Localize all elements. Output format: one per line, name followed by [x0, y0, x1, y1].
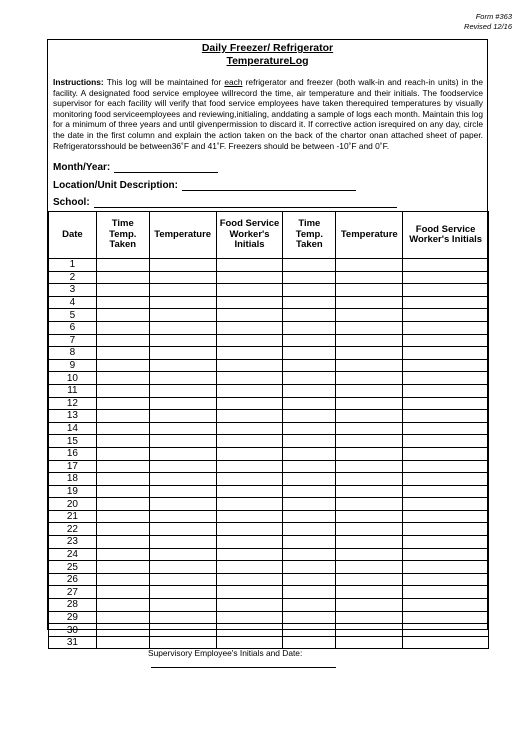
- table-body: [49, 259, 489, 649]
- time-cell[interactable]: [283, 284, 336, 297]
- time-cell[interactable]: [283, 347, 336, 360]
- table-row: [49, 447, 489, 460]
- instructions-text-2: refrigerator and freezer (both walk-in and reach-in units) in the facility. A designated food service employee willrecord the time, air temperature and their initials. The foodservice supervisor for each facility will verify that food service employees have taken therequired temperatures by visually monitoring food serviceemployees and reviewing,initialing, anddating a sample of logs each month. Maintain this log for a minimum of three years and until givenpermission to discard it. If corrective action isrequired on any day, circle the date in the first column and explain the action taken on the back of the chartor onan attached sheet of paper. Refrigeratorsshould be between36˚F and 41˚F. Freezers should be between -10˚F and 0˚F.: [53, 77, 483, 151]
- header-time-2: Time Temp. Taken: [283, 212, 336, 259]
- supervisor-label: Supervisory Employee's Initials and Date:: [148, 648, 303, 658]
- initials-cell[interactable]: [403, 334, 489, 347]
- time-cell[interactable]: [283, 321, 336, 334]
- table-row: [49, 485, 489, 498]
- initials-cell[interactable]: [403, 473, 489, 486]
- initials-cell[interactable]: [216, 624, 283, 637]
- initials-cell[interactable]: [403, 498, 489, 511]
- time-cell[interactable]: [283, 624, 336, 637]
- table-row: [49, 384, 489, 397]
- table-row: [49, 321, 489, 334]
- date-cell: 21: [49, 510, 97, 523]
- initials-cell[interactable]: [403, 435, 489, 448]
- time-cell[interactable]: [283, 435, 336, 448]
- table-row: [49, 422, 489, 435]
- time-cell[interactable]: [283, 586, 336, 599]
- temperature-cell[interactable]: [336, 435, 403, 448]
- time-cell[interactable]: [96, 384, 149, 397]
- time-cell[interactable]: [96, 510, 149, 523]
- date-cell: 1: [49, 259, 97, 272]
- table-row: [49, 561, 489, 574]
- initials-cell[interactable]: [216, 561, 283, 574]
- initials-cell[interactable]: [216, 573, 283, 586]
- date-cell: 14: [49, 422, 97, 435]
- temperature-cell[interactable]: [149, 498, 216, 511]
- date-cell: 31: [49, 636, 97, 649]
- time-cell[interactable]: [283, 536, 336, 549]
- table-row: [49, 510, 489, 523]
- initials-cell[interactable]: [403, 536, 489, 549]
- table-row: [49, 599, 489, 612]
- time-cell[interactable]: [96, 599, 149, 612]
- temperature-cell[interactable]: [336, 460, 403, 473]
- time-cell[interactable]: [96, 624, 149, 637]
- temperature-cell[interactable]: [336, 296, 403, 309]
- table-row: [49, 347, 489, 360]
- title-line-1: Daily Freezer/ Refrigerator: [201, 42, 334, 54]
- header-initials-2: Food Service Worker's Initials: [403, 212, 489, 259]
- temperature-cell[interactable]: [149, 536, 216, 549]
- temperature-cell[interactable]: [149, 284, 216, 297]
- initials-cell[interactable]: [403, 422, 489, 435]
- temperature-cell[interactable]: [336, 347, 403, 360]
- temperature-cell[interactable]: [149, 599, 216, 612]
- temperature-cell[interactable]: [336, 611, 403, 624]
- temperature-cell[interactable]: [336, 624, 403, 637]
- initials-cell[interactable]: [216, 447, 283, 460]
- header-time-1: Time Temp. Taken: [96, 212, 149, 259]
- temperature-cell[interactable]: [149, 473, 216, 486]
- time-cell[interactable]: [283, 372, 336, 385]
- time-cell[interactable]: [96, 536, 149, 549]
- temperature-cell[interactable]: [149, 309, 216, 322]
- temperature-cell[interactable]: [149, 435, 216, 448]
- table-row: [49, 498, 489, 511]
- time-cell[interactable]: [96, 523, 149, 536]
- table-row: [49, 397, 489, 410]
- month-year-label: Month/Year:: [53, 162, 111, 173]
- initials-cell[interactable]: [403, 624, 489, 637]
- date-cell: 20: [49, 498, 97, 511]
- date-cell: 2: [49, 271, 97, 284]
- date-cell: 25: [49, 561, 97, 574]
- initials-cell[interactable]: [403, 372, 489, 385]
- date-cell: 4: [49, 296, 97, 309]
- initials-cell[interactable]: [403, 397, 489, 410]
- form-number: [464, 12, 512, 32]
- temperature-cell[interactable]: [149, 334, 216, 347]
- initials-cell[interactable]: [216, 334, 283, 347]
- date-cell: 29: [49, 611, 97, 624]
- date-cell: 27: [49, 586, 97, 599]
- temperature-cell[interactable]: [336, 548, 403, 561]
- initials-cell[interactable]: [403, 561, 489, 574]
- page-title: [48, 42, 487, 68]
- initials-cell[interactable]: [216, 309, 283, 322]
- school-line-2[interactable]: [330, 197, 397, 208]
- initials-cell[interactable]: [403, 510, 489, 523]
- temperature-cell[interactable]: [336, 321, 403, 334]
- temperature-cell[interactable]: [149, 460, 216, 473]
- temperature-cell[interactable]: [336, 384, 403, 397]
- school-label: School:: [53, 197, 90, 208]
- temperature-cell[interactable]: [149, 485, 216, 498]
- time-cell[interactable]: [96, 636, 149, 649]
- date-cell: 8: [49, 347, 97, 360]
- initials-cell[interactable]: [216, 473, 283, 486]
- time-cell[interactable]: [96, 485, 149, 498]
- time-cell[interactable]: [283, 422, 336, 435]
- time-cell[interactable]: [96, 347, 149, 360]
- initials-cell[interactable]: [403, 384, 489, 397]
- initials-cell[interactable]: [216, 359, 283, 372]
- date-cell: 26: [49, 573, 97, 586]
- initials-cell[interactable]: [403, 611, 489, 624]
- initials-cell[interactable]: [403, 460, 489, 473]
- school-field[interactable]: [53, 197, 397, 208]
- table-row: [49, 259, 489, 272]
- temperature-cell[interactable]: [336, 523, 403, 536]
- time-cell[interactable]: [96, 359, 149, 372]
- temperature-cell[interactable]: [336, 259, 403, 272]
- table-row: [49, 271, 489, 284]
- temperature-cell[interactable]: [336, 536, 403, 549]
- initials-cell[interactable]: [216, 271, 283, 284]
- time-cell[interactable]: [96, 271, 149, 284]
- initials-cell[interactable]: [403, 271, 489, 284]
- temperature-cell[interactable]: [149, 359, 216, 372]
- initials-cell[interactable]: [403, 359, 489, 372]
- time-cell[interactable]: [283, 561, 336, 574]
- temperature-cell[interactable]: [336, 498, 403, 511]
- initials-cell[interactable]: [403, 296, 489, 309]
- initials-cell[interactable]: [216, 284, 283, 297]
- time-cell[interactable]: [96, 410, 149, 423]
- time-cell[interactable]: [96, 334, 149, 347]
- temperature-cell[interactable]: [149, 321, 216, 334]
- temperature-cell[interactable]: [149, 510, 216, 523]
- date-cell: 17: [49, 460, 97, 473]
- temperature-cell[interactable]: [336, 573, 403, 586]
- temperature-cell[interactable]: [336, 284, 403, 297]
- initials-cell[interactable]: [216, 498, 283, 511]
- date-cell: 5: [49, 309, 97, 322]
- initials-cell[interactable]: [216, 510, 283, 523]
- log-form: [47, 39, 488, 658]
- table-row: [49, 372, 489, 385]
- initials-cell[interactable]: [216, 422, 283, 435]
- location-line-2[interactable]: [282, 180, 356, 191]
- temperature-cell[interactable]: [149, 586, 216, 599]
- initials-cell[interactable]: [216, 536, 283, 549]
- time-cell[interactable]: [96, 321, 149, 334]
- temperature-cell[interactable]: [336, 334, 403, 347]
- initials-cell[interactable]: [403, 321, 489, 334]
- date-cell: 19: [49, 485, 97, 498]
- date-cell: 7: [49, 334, 97, 347]
- time-cell[interactable]: [283, 384, 336, 397]
- location-label: Location/Unit Description:: [53, 180, 178, 191]
- table-row: [49, 296, 489, 309]
- temperature-cell[interactable]: [149, 573, 216, 586]
- time-cell[interactable]: [96, 447, 149, 460]
- temperature-cell[interactable]: [149, 611, 216, 624]
- initials-cell[interactable]: [403, 309, 489, 322]
- table-row: [49, 473, 489, 486]
- temperature-cell[interactable]: [336, 410, 403, 423]
- form-number-text: Form #363: [475, 12, 512, 21]
- initials-cell[interactable]: [216, 485, 283, 498]
- time-cell[interactable]: [283, 271, 336, 284]
- time-cell[interactable]: [283, 460, 336, 473]
- temperature-cell[interactable]: [149, 523, 216, 536]
- location-line[interactable]: [182, 180, 282, 191]
- date-cell: 3: [49, 284, 97, 297]
- temperature-cell[interactable]: [336, 397, 403, 410]
- time-cell[interactable]: [283, 410, 336, 423]
- initials-cell[interactable]: [216, 523, 283, 536]
- initials-cell[interactable]: [403, 599, 489, 612]
- table-row: [49, 611, 489, 624]
- time-cell[interactable]: [96, 372, 149, 385]
- time-cell[interactable]: [283, 599, 336, 612]
- time-cell[interactable]: [283, 397, 336, 410]
- time-cell[interactable]: [96, 296, 149, 309]
- time-cell[interactable]: [283, 523, 336, 536]
- supervisor-line[interactable]: [151, 659, 336, 668]
- temperature-cell[interactable]: [336, 422, 403, 435]
- initials-cell[interactable]: [216, 410, 283, 423]
- time-cell[interactable]: [283, 498, 336, 511]
- location-field[interactable]: [53, 180, 356, 191]
- table-row: [49, 624, 489, 637]
- time-cell[interactable]: [96, 548, 149, 561]
- temperature-cell[interactable]: [336, 510, 403, 523]
- instructions-label: Instructions:: [53, 77, 104, 87]
- time-cell[interactable]: [283, 259, 336, 272]
- month-year-line[interactable]: [114, 162, 218, 173]
- header-temperature-2: Temperature: [336, 212, 403, 259]
- initials-cell[interactable]: [403, 447, 489, 460]
- time-cell[interactable]: [283, 611, 336, 624]
- temperature-cell[interactable]: [149, 548, 216, 561]
- date-cell: 16: [49, 447, 97, 460]
- temperature-cell[interactable]: [336, 447, 403, 460]
- time-cell[interactable]: [96, 473, 149, 486]
- instructions-text-1: This log will be maintained for: [103, 77, 225, 87]
- temperature-cell[interactable]: [149, 372, 216, 385]
- time-cell[interactable]: [96, 435, 149, 448]
- time-cell[interactable]: [283, 334, 336, 347]
- temperature-cell[interactable]: [336, 599, 403, 612]
- initials-cell[interactable]: [403, 259, 489, 272]
- time-cell[interactable]: [96, 611, 149, 624]
- initials-cell[interactable]: [216, 435, 283, 448]
- header-temperature-1: Temperature: [149, 212, 216, 259]
- title-line-2: TemperatureLog: [226, 55, 309, 67]
- table-row: [49, 586, 489, 599]
- time-cell[interactable]: [96, 586, 149, 599]
- table-row: [49, 284, 489, 297]
- initials-cell[interactable]: [216, 599, 283, 612]
- date-cell: 24: [49, 548, 97, 561]
- initials-cell[interactable]: [403, 284, 489, 297]
- temperature-cell[interactable]: [336, 309, 403, 322]
- time-cell[interactable]: [96, 422, 149, 435]
- time-cell[interactable]: [283, 309, 336, 322]
- initials-cell[interactable]: [216, 384, 283, 397]
- time-cell[interactable]: [283, 573, 336, 586]
- temperature-cell[interactable]: [336, 485, 403, 498]
- initials-cell[interactable]: [216, 347, 283, 360]
- temperature-log-table: [48, 211, 489, 649]
- time-cell[interactable]: [96, 309, 149, 322]
- temperature-cell[interactable]: [336, 372, 403, 385]
- time-cell[interactable]: [283, 296, 336, 309]
- time-cell[interactable]: [283, 473, 336, 486]
- header-initials-1: Food Service Worker's Initials: [216, 212, 283, 259]
- header-date: Date: [49, 212, 97, 259]
- date-cell: 23: [49, 536, 97, 549]
- date-cell: 15: [49, 435, 97, 448]
- instructions-each: each: [224, 77, 243, 87]
- initials-cell[interactable]: [216, 259, 283, 272]
- date-cell: 28: [49, 599, 97, 612]
- form-revised-text: Revised 12/16: [464, 22, 512, 31]
- time-cell[interactable]: [283, 510, 336, 523]
- table-row: [49, 309, 489, 322]
- time-cell[interactable]: [96, 259, 149, 272]
- initials-cell[interactable]: [216, 586, 283, 599]
- temperature-cell[interactable]: [336, 359, 403, 372]
- month-year-field[interactable]: [53, 162, 218, 173]
- time-cell[interactable]: [96, 498, 149, 511]
- date-cell: 30: [49, 624, 97, 637]
- table-row: [49, 536, 489, 549]
- time-cell[interactable]: [283, 359, 336, 372]
- temperature-cell[interactable]: [149, 561, 216, 574]
- table-row: [49, 548, 489, 561]
- table-row: [49, 334, 489, 347]
- time-cell[interactable]: [96, 397, 149, 410]
- temperature-cell[interactable]: [149, 384, 216, 397]
- initials-cell[interactable]: [216, 611, 283, 624]
- date-cell: 18: [49, 473, 97, 486]
- time-cell[interactable]: [283, 485, 336, 498]
- initials-cell[interactable]: [403, 347, 489, 360]
- table-row: [49, 435, 489, 448]
- temperature-cell[interactable]: [149, 410, 216, 423]
- initials-cell[interactable]: [403, 485, 489, 498]
- temperature-cell[interactable]: [149, 397, 216, 410]
- date-cell: 9: [49, 359, 97, 372]
- initials-cell[interactable]: [216, 397, 283, 410]
- date-cell: 11: [49, 384, 97, 397]
- table-header-row: [49, 212, 489, 259]
- initials-cell[interactable]: [216, 372, 283, 385]
- initials-cell[interactable]: [216, 460, 283, 473]
- initials-cell[interactable]: [403, 410, 489, 423]
- table-row: [49, 460, 489, 473]
- time-cell[interactable]: [283, 548, 336, 561]
- initials-cell[interactable]: [403, 586, 489, 599]
- temperature-cell[interactable]: [149, 422, 216, 435]
- temperature-cell[interactable]: [336, 561, 403, 574]
- time-cell[interactable]: [96, 573, 149, 586]
- supervisor-field[interactable]: [148, 648, 487, 668]
- temperature-cell[interactable]: [336, 473, 403, 486]
- initials-cell[interactable]: [403, 548, 489, 561]
- temperature-cell[interactable]: [336, 586, 403, 599]
- temperature-cell[interactable]: [149, 624, 216, 637]
- date-cell: 12: [49, 397, 97, 410]
- temperature-cell[interactable]: [149, 271, 216, 284]
- temperature-cell[interactable]: [336, 271, 403, 284]
- temperature-cell[interactable]: [149, 347, 216, 360]
- time-cell[interactable]: [96, 460, 149, 473]
- initials-cell[interactable]: [403, 573, 489, 586]
- date-cell: 6: [49, 321, 97, 334]
- date-cell: 22: [49, 523, 97, 536]
- date-cell: 10: [49, 372, 97, 385]
- instructions: [53, 77, 483, 151]
- date-cell: 13: [49, 410, 97, 423]
- time-cell[interactable]: [283, 447, 336, 460]
- initials-cell[interactable]: [216, 296, 283, 309]
- table-row: [49, 410, 489, 423]
- initials-cell[interactable]: [216, 321, 283, 334]
- table-row: [49, 523, 489, 536]
- temperature-cell[interactable]: [149, 447, 216, 460]
- initials-cell[interactable]: [216, 548, 283, 561]
- school-line[interactable]: [94, 197, 330, 208]
- temperature-cell[interactable]: [149, 259, 216, 272]
- time-cell[interactable]: [96, 284, 149, 297]
- temperature-cell[interactable]: [149, 296, 216, 309]
- table-row: [49, 573, 489, 586]
- initials-cell[interactable]: [403, 523, 489, 536]
- table-row: [49, 359, 489, 372]
- time-cell[interactable]: [96, 561, 149, 574]
